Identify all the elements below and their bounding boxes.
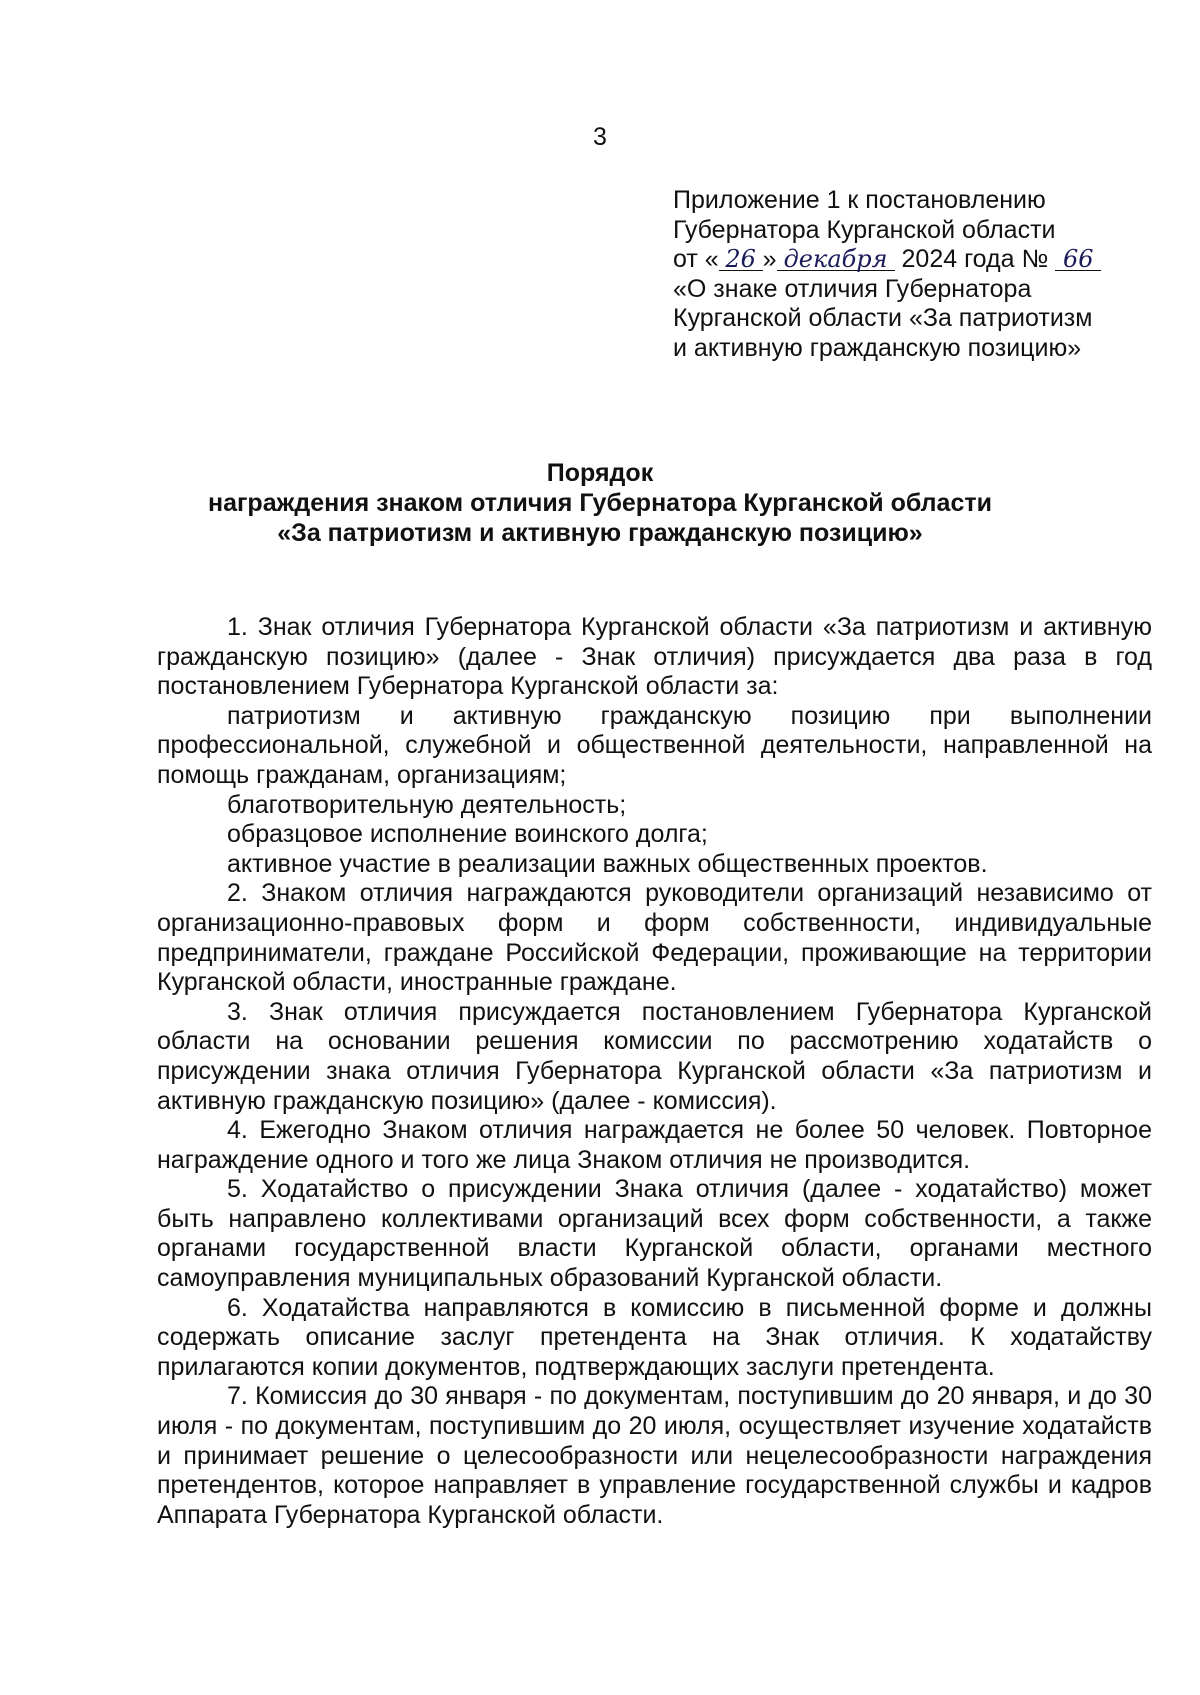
paragraph-2: 2. Знаком отличия награждаются руководители организаций независимо от организационно-правовых форм и форм собственности, индивидуальные предприниматели, граждане Российской Федерации, проживающие на территории Курганской области, иностранные граждане. <box>157 879 1152 997</box>
appendix-line-5: Курганской области «За патриотизм <box>673 304 1093 332</box>
date-prefix: от « <box>673 245 719 273</box>
paragraph-4: 4. Ежегодно Знаком отличия награждается не более 50 человек. Повторное награждение одного и того же лица Знаком отличия не производится. <box>157 1116 1152 1174</box>
handwritten-day: 26 <box>719 248 763 271</box>
title-line-2: награждения знаком отличия Губернатора Курганской области <box>208 489 992 517</box>
paragraph-1-item-2: благотворительную деятельность; <box>227 790 627 819</box>
handwritten-number: 66 <box>1055 248 1101 271</box>
title-line-1: Порядок <box>546 459 654 487</box>
date-mid: » <box>762 245 777 273</box>
appendix-line-4: «О знаке отличия Губернатора <box>673 274 1032 303</box>
paragraph-1-item-4: активное участие в реализации важных общественных проектов. <box>227 849 988 878</box>
paragraph-5: 5. Ходатайство о присуждении Знака отличия (далее - ходатайство) может быть направлено коллективами организаций всех форм собственности, а также органами государственной власти Курганской области, органами местного самоуправления муниципальных образований Курганской области. <box>157 1175 1152 1293</box>
document-title <box>0 458 1200 548</box>
title-line-3: «За патриотизм и активную гражданскую позицию» <box>277 519 923 547</box>
appendix-line-1: Приложение 1 к постановлению <box>673 186 1046 214</box>
appendix-block <box>673 186 1153 363</box>
paragraph-1-item-1: патриотизм и активную гражданскую позицию при выполнении профессиональной, служебной и общественной деятельности, направленной на помощь гражданам, организациям; <box>157 701 1152 789</box>
paragraph-7: 7. Комиссия до 30 января - по документам, поступившим до 20 января, и до 30 июля - по документам, поступившим до 20 июля, осуществляет изучение ходатайств и принимает решение о целесообразности или нецелесообразности награждения претендентов, которое направляет в управление государственной службы и кадров Аппарата Губернатора Курганской области. <box>157 1382 1152 1529</box>
appendix-line-2: Губернатора Курганской области <box>673 215 1056 244</box>
document-body <box>157 613 1152 1530</box>
appendix-date-line <box>673 245 1153 275</box>
year-text: 2024 года № <box>901 245 1049 273</box>
paragraph-6: 6. Ходатайства направляются в комиссию в письменной форме и должны содержать описание заслуг претендента на Знак отличия. К ходатайству прилагаются копии документов, подтверждающих заслуги претендента. <box>157 1293 1152 1381</box>
handwritten-month: декабря <box>777 248 895 271</box>
paragraph-1: 1. Знак отличия Губернатора Курганской области «За патриотизм и активную гражданскую позицию» (далее - Знак отличия) присуждается два раза в год постановлением Губернатора Курганской области за: <box>157 613 1152 701</box>
page-number: 3 <box>593 123 607 151</box>
appendix-line-6: и активную гражданскую позицию» <box>673 333 1082 362</box>
paragraph-1-item-3: образцовое исполнение воинского долга; <box>227 820 708 849</box>
paragraph-3: 3. Знак отличия присуждается постановлением Губернатора Курганской области на основании решения комиссии по рассмотрению ходатайств о присуждении знака отличия Губернатора Курганской области «За патриотизм и активную гражданскую позицию» (далее - комиссия). <box>157 997 1152 1115</box>
